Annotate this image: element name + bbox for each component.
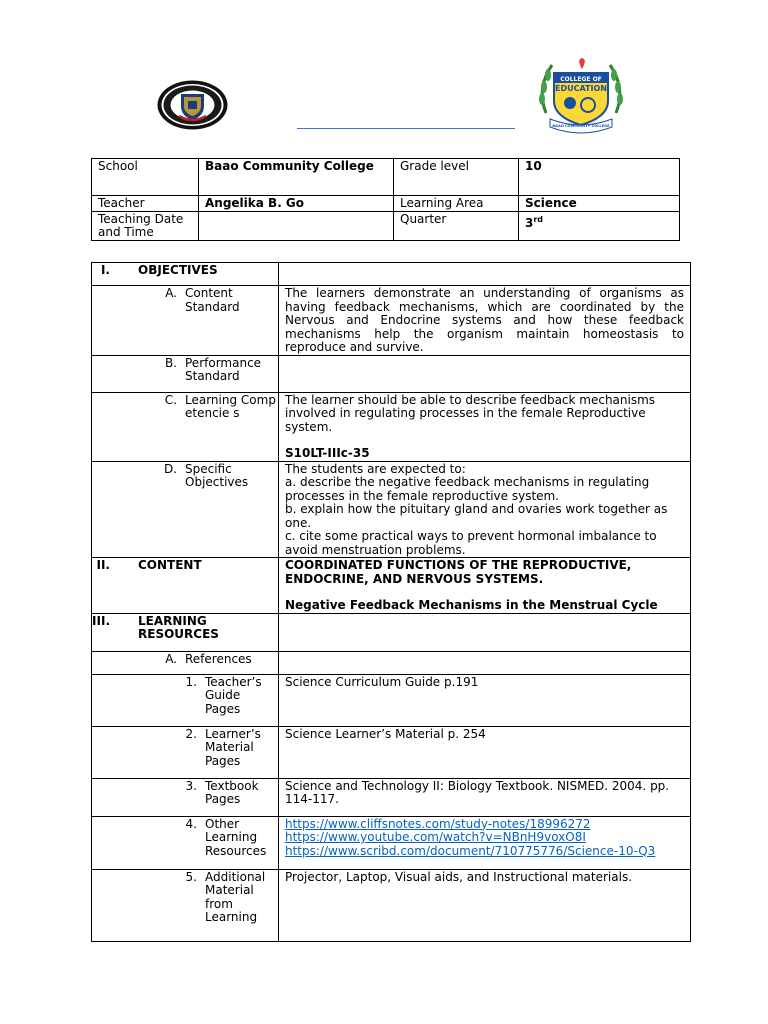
section-title: OBJECTIVES [138,263,218,277]
link-cliffsnotes[interactable]: https://www.cliffsnotes.com/study-notes/18996272 [285,816,591,831]
additional-material-label: Additional Material from Learning [205,869,266,924]
grade-label: Grade level [394,159,519,196]
svg-text:BAAO COMMUNITY COLLEGE: BAAO COMMUNITY COLLEGE [552,124,610,128]
content-standard-text: The learners demonstrate an understanding of organisms as having feedback mechanisms, which are coordinated by the Nervous and Endocrine systems and how these feedback mechanisms help the organism maintain homeostasis to reproduce and survive. [279,286,691,356]
college-of-education-logo [532,53,630,135]
row-learning-resources: III. LEARNING RESOURCES [92,613,691,651]
row-content: II. CONTENT COORDINATED FUNCTIONS OF THE REPRODUCTIVE, ENDOCRINE, AND NERVOUS SYSTEMS. Negative Feedback Mechanisms in the Menstrual Cycle [92,558,691,614]
content-heading: COORDINATED FUNCTIONS OF THE REPRODUCTIVE, ENDOCRINE, AND NERVOUS SYSTEMS. [285,558,632,586]
row-learners-material: 2. Learner’s Material Pages Science Learner’s Material p. 254 [92,726,691,778]
content-subheading: Negative Feedback Mechanisms in the Menstrual Cycle [285,598,658,612]
specific-objectives-label: Specific Objectives [185,461,249,489]
other-resources-label: Other Learning Resources [205,816,267,858]
learners-material-label: Learner’s Material Pages [205,726,261,768]
info-table [91,158,680,241]
row-content-standard: A. Content Standard The learners demonstrate an understanding of organisms as having feedback mechanisms, which are coordinated by the Nervous and Endocrine systems and how these feedback mechanisms help the organism maintain homeostasis to reproduce and survive. [92,286,691,356]
row-specific-objectives: D. Specific Objectives The students are expected to: a. describe the negative feedback mechanisms in regulating processes in the female reproductive system. b. explain how the pituitary gland and ovaries work together as one. c. cite some practical ways to prevent hormonal imbalance to avoid menstruation problems. [92,461,691,558]
teacher-label: Teacher [92,196,199,212]
area-label: Learning Area [394,196,519,212]
row-objectives [92,263,691,286]
row-performance-standard: B. Performance Standard [92,355,691,392]
teachers-guide-label: Teacher’s Guide Pages [205,674,262,716]
grade-value: 10 [519,159,680,196]
textbook-value: Science and Technology II: Biology Textbook. NISMED. 2004. pp. 114-117. [279,778,691,816]
content-standard-label: Content Standard [185,286,240,314]
date-value [199,211,394,240]
school-value: Baao Community College [199,159,394,196]
link-youtube[interactable]: https://www.youtube.com/watch?v=NBnH9voxO8I [285,830,586,844]
area-value: Science [519,196,680,212]
svg-text:COLLEGE OF: COLLEGE OF [560,76,602,83]
references-label: References [185,651,252,666]
teacher-value: Angelika B. Go [199,196,394,212]
row-references: A. References [92,651,691,674]
date-label: Teaching Date and Time [92,211,199,240]
teachers-guide-value: Science Curriculum Guide p.191 [279,674,691,726]
row-textbook: 3. Textbook Pages Science and Technology II: Biology Textbook. NISMED. 2004. pp. 114-117. [92,778,691,816]
svg-text:EDUCATION: EDUCATION [555,84,607,93]
learning-competencies-label: Learning Competencie s [185,392,276,420]
quarter-label: Quarter [394,211,519,240]
section-number: I. [100,263,110,277]
college-seal-logo [157,80,228,130]
header-rule [297,128,515,129]
learners-material-value: Science Learner’s Material p. 254 [279,726,691,778]
row-additional-material: 5. Additional Material from Learning Projector, Laptop, Visual aids, and Instructional materials. [92,869,691,941]
textbook-label: Textbook Pages [205,778,259,806]
specific-objectives-list: The students are expected to: a. describe the negative feedback mechanisms in regulating processes in the female reproductive system. b. explain how the pituitary gland and ovaries work together as one. c. cite some practical ways to prevent hormonal imbalance to avoid menstruation problems. [279,461,691,558]
learning-resources-title: LEARNING RESOURCES [138,613,219,641]
school-label: School [92,159,199,196]
row-teachers-guide: 1. Teacher’s Guide Pages Science Curriculum Guide p.191 [92,674,691,726]
competency-code: S10LT-IIIc-35 [285,446,370,460]
learning-competencies-text: The learner should be able to describe feedback mechanisms involved in regulating processes in the female Reproductive system. [285,392,656,434]
performance-standard-label: Performance Standard [185,355,262,383]
row-learning-competencies: C. Learning Competencie s The learner should be able to describe feedback mechanisms involved in regulating processes in the female Reproductive system. S10LT-IIIc-35 [92,392,691,461]
link-scribd[interactable]: https://www.scribd.com/document/710775776/Science-10-Q3 [285,843,656,858]
lesson-plan-table [91,262,691,942]
row-other-resources: 4. Other Learning Resources https://www.cliffsnotes.com/study-notes/18996272 https://www.youtube.com/watch?v=NBnH9voxO8I https://www.scribd.com/document/710775776/Science-10-Q3 [92,816,691,869]
additional-material-value: Projector, Laptop, Visual aids, and Instructional materials. [279,869,691,941]
content-title: CONTENT [138,558,202,572]
quarter-value: 3rd [519,211,680,240]
